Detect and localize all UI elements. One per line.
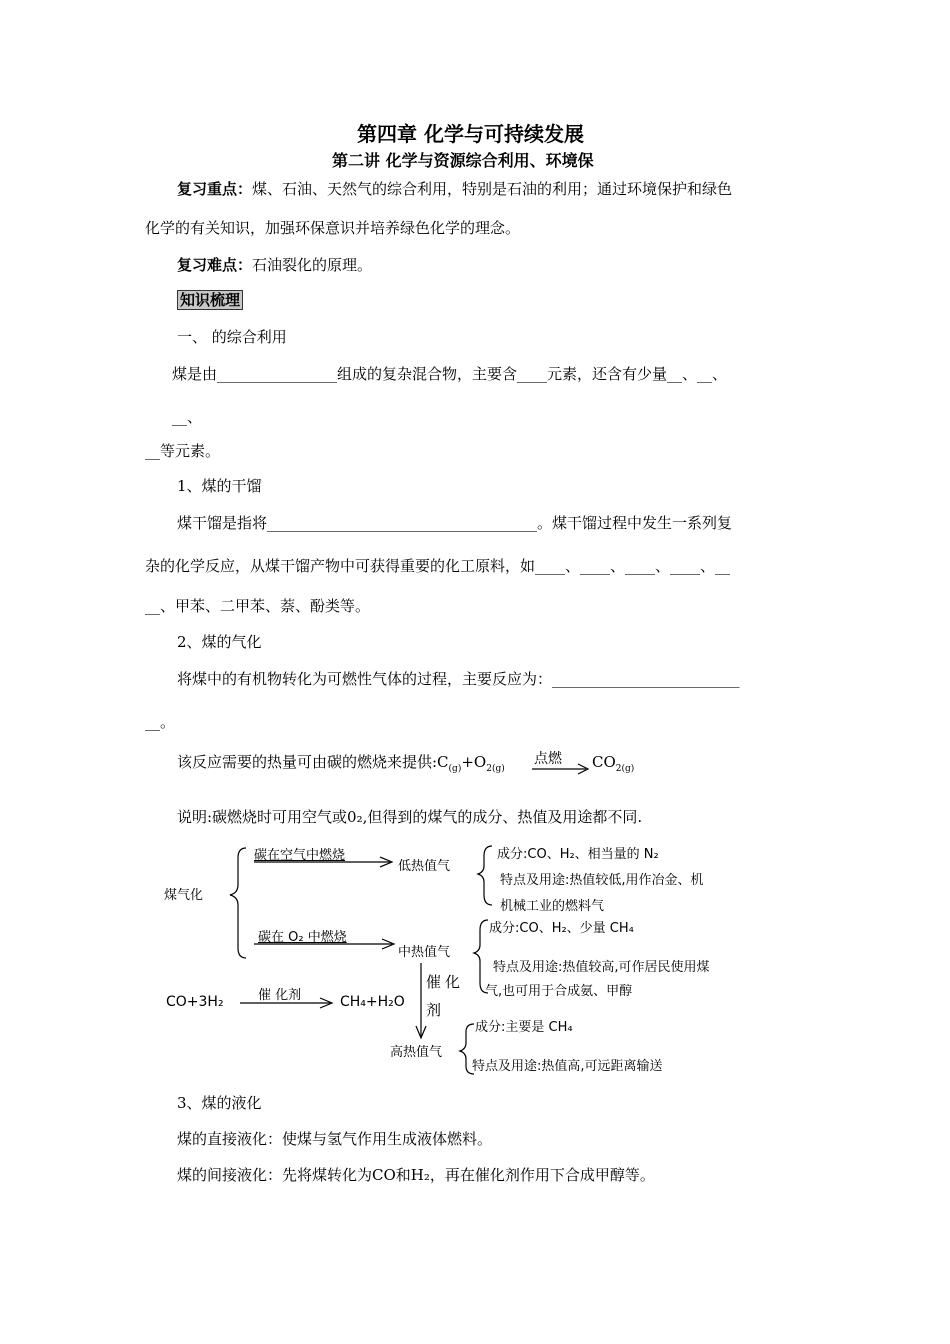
branch-air: 碳在空气中燃烧 [254, 848, 346, 863]
branch-o2: 碳在 O₂ 中燃烧 [258, 930, 347, 945]
reaction-catalyst: 催 化剂 [258, 988, 302, 1003]
mid-use2: 气,也可用于合成氨、甲醇 [485, 984, 633, 999]
section1-heading: 一、 的综合利用 [177, 328, 287, 346]
low-use2: 机械工业的燃料气 [500, 899, 605, 914]
diagram-root: 煤气化 [164, 888, 204, 903]
heat-plus: +O [461, 753, 487, 771]
liquefy-indirect: 煤的间接液化：先将煤转化为CO和H₂，再在催化剂作用下合成甲醇等。 [177, 1166, 655, 1184]
low-composition: 成分:CO、H₂、相当量的 N₂ [497, 847, 659, 862]
gasify-line2: __。 [145, 713, 176, 731]
review-difficulty-text: 石油裂化的原理。 [252, 256, 373, 274]
vertical-catalyst-1: 催 [426, 973, 442, 991]
review-focus-cont: 化学的有关知识，加强环保意识并培养绿色化学的理念。 [145, 219, 521, 237]
mid-composition: 成分:CO、H₂、少量 CH₄ [489, 921, 634, 936]
heat-o-sub: 2(g) [486, 764, 505, 774]
mid-use1: 特点及用途:热值较高,可作居民使用煤 [493, 960, 710, 975]
liquefy-heading: 3、煤的液化 [177, 1094, 262, 1112]
dry-distill-heading: 1、煤的干馏 [177, 477, 262, 495]
reaction-left: CO+3H₂ [166, 994, 224, 1010]
heat-text: 该反应需要的热量可由碳的燃烧来提供:C [177, 753, 449, 771]
product-sub: 2(g) [615, 764, 635, 774]
high-use: 特点及用途:热值高,可远距离输送 [472, 1059, 663, 1074]
arrow-label: 点燃 [534, 751, 562, 767]
high-composition: 成分:主要是 CH₄ [475, 1020, 573, 1035]
low-heat-gas: 低热值气 [398, 859, 451, 874]
coal-line3: __等元素。 [145, 442, 221, 460]
coal-line1: 煤是由________________组成的复杂混合物，主要含____元素，还含有少量__、__、 [172, 365, 728, 383]
liquefy-direct: 煤的直接液化：使煤与氢气作用生成液体燃料。 [177, 1130, 493, 1148]
dry-distill-line3: __、甲苯、二甲苯、萘、酚类等。 [145, 597, 371, 615]
reaction-right: CH₄+H₂O [340, 994, 405, 1010]
dry-distill-line2: 杂的化学反应，从煤干馏产物中可获得重要的化工原料，如____、____、____、____、__ [145, 557, 731, 575]
gasify-line1: 将煤中的有机物转化为可燃性气体的过程，主要反应为：_________________________ [177, 670, 740, 688]
dry-distill-line1: 煤干馏是指将____________________________________。煤干馏过程中发生一系列复 [177, 514, 733, 532]
vertical-catalyst-3: 剂 [426, 1001, 442, 1019]
low-use1: 特点及用途:热值较低,用作冶金、机 [500, 873, 704, 888]
review-focus-text: 煤、石油、天然气的综合利用，特别是石油的利用；通过环境保护和绿色 [252, 180, 733, 198]
product: CO [592, 753, 616, 771]
gasify-note: 说明:碳燃烧时可用空气或0₂,但得到的煤气的成分、热值及用途都不同. [177, 808, 643, 826]
gasify-heading: 2、煤的气化 [177, 633, 262, 651]
vertical-catalyst-2: 化 [445, 973, 461, 991]
review-focus-label: 复习重点： [177, 180, 253, 198]
review-difficulty-label: 复习难点： [177, 256, 253, 274]
mid-heat-gas: 中热值气 [398, 945, 451, 960]
knowledge-label: 知识梳理 [177, 290, 243, 310]
coal-line2: __、 [172, 408, 203, 426]
heat-c-sub: (g) [448, 764, 462, 774]
page-subtitle: 第二讲 化学与资源综合利用、环境保 [332, 151, 594, 170]
page-title: 第四章 化学与可持续发展 [357, 122, 584, 146]
high-heat-gas: 高热值气 [390, 1045, 443, 1060]
